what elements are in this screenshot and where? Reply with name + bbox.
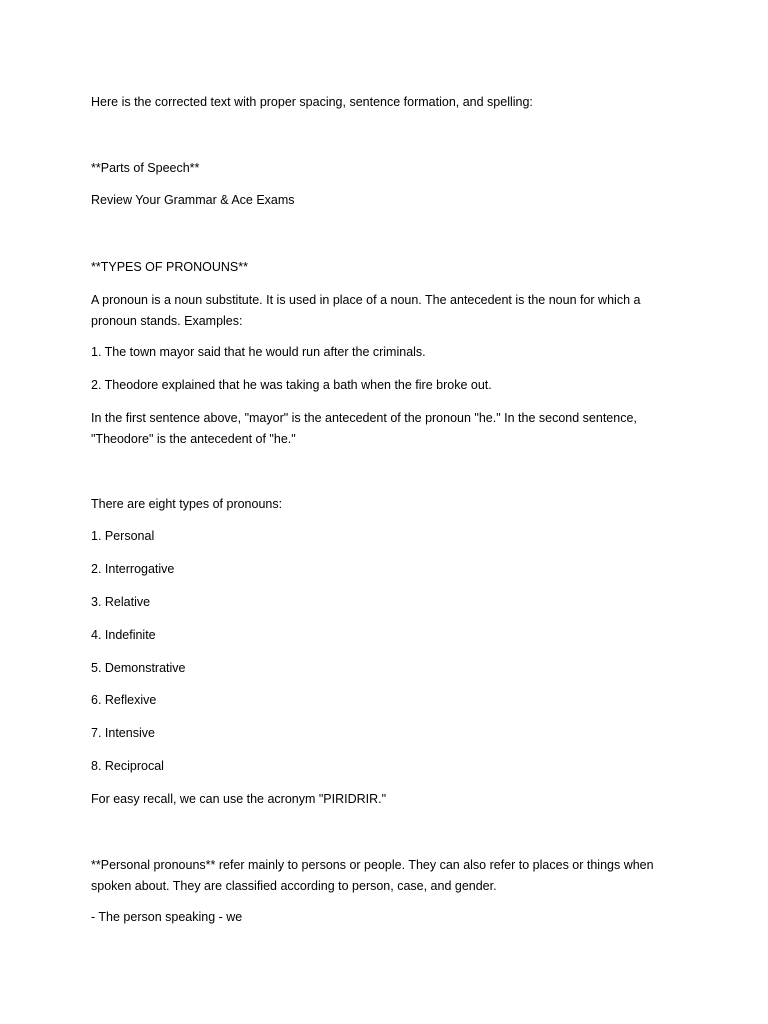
- example-1: 1. The town mayor said that he would run after the criminals.: [91, 345, 426, 359]
- list-item: 1. Personal: [91, 529, 155, 543]
- types-intro: There are eight types of pronouns:: [91, 497, 283, 511]
- personal-pronouns-paragraph: **Personal pronouns** refer mainly to persons or people. They can also refer to places or things when spoken about. They are classified according to person, case, and gender.: [91, 858, 654, 893]
- list-item: 5. Demonstrative: [91, 661, 186, 675]
- list-item: 2. Interrogative: [91, 562, 175, 576]
- antecedent-explanation: In the first sentence above, "mayor" is the antecedent of the pronoun "he." In the second sentence, "Theodore" is the antecedent of "he.": [91, 411, 637, 446]
- example-2: 2. Theodore explained that he was taking a bath when the fire broke out.: [91, 378, 492, 392]
- list-item: 3. Relative: [91, 595, 151, 609]
- types-of-pronouns-heading: **TYPES OF PRONOUNS**: [91, 260, 248, 274]
- recall-text: For easy recall, we can use the acronym "PIRIDRIR.": [91, 792, 387, 806]
- parts-of-speech-heading: **Parts of Speech**: [91, 161, 200, 175]
- list-item: 4. Indefinite: [91, 628, 156, 642]
- list-item: 8. Reciprocal: [91, 759, 164, 773]
- subtitle-text: Review Your Grammar & Ace Exams: [91, 193, 295, 207]
- list-item: 7. Intensive: [91, 726, 155, 740]
- intro-text: Here is the corrected text with proper spacing, sentence formation, and spelling:: [91, 95, 533, 109]
- person-speaking-item: - The person speaking - we: [91, 910, 243, 924]
- pronoun-definition: A pronoun is a noun substitute. It is used in place of a noun. The antecedent is the noun for which a pronoun stands. Examples:: [91, 293, 641, 328]
- list-item: 6. Reflexive: [91, 693, 157, 707]
